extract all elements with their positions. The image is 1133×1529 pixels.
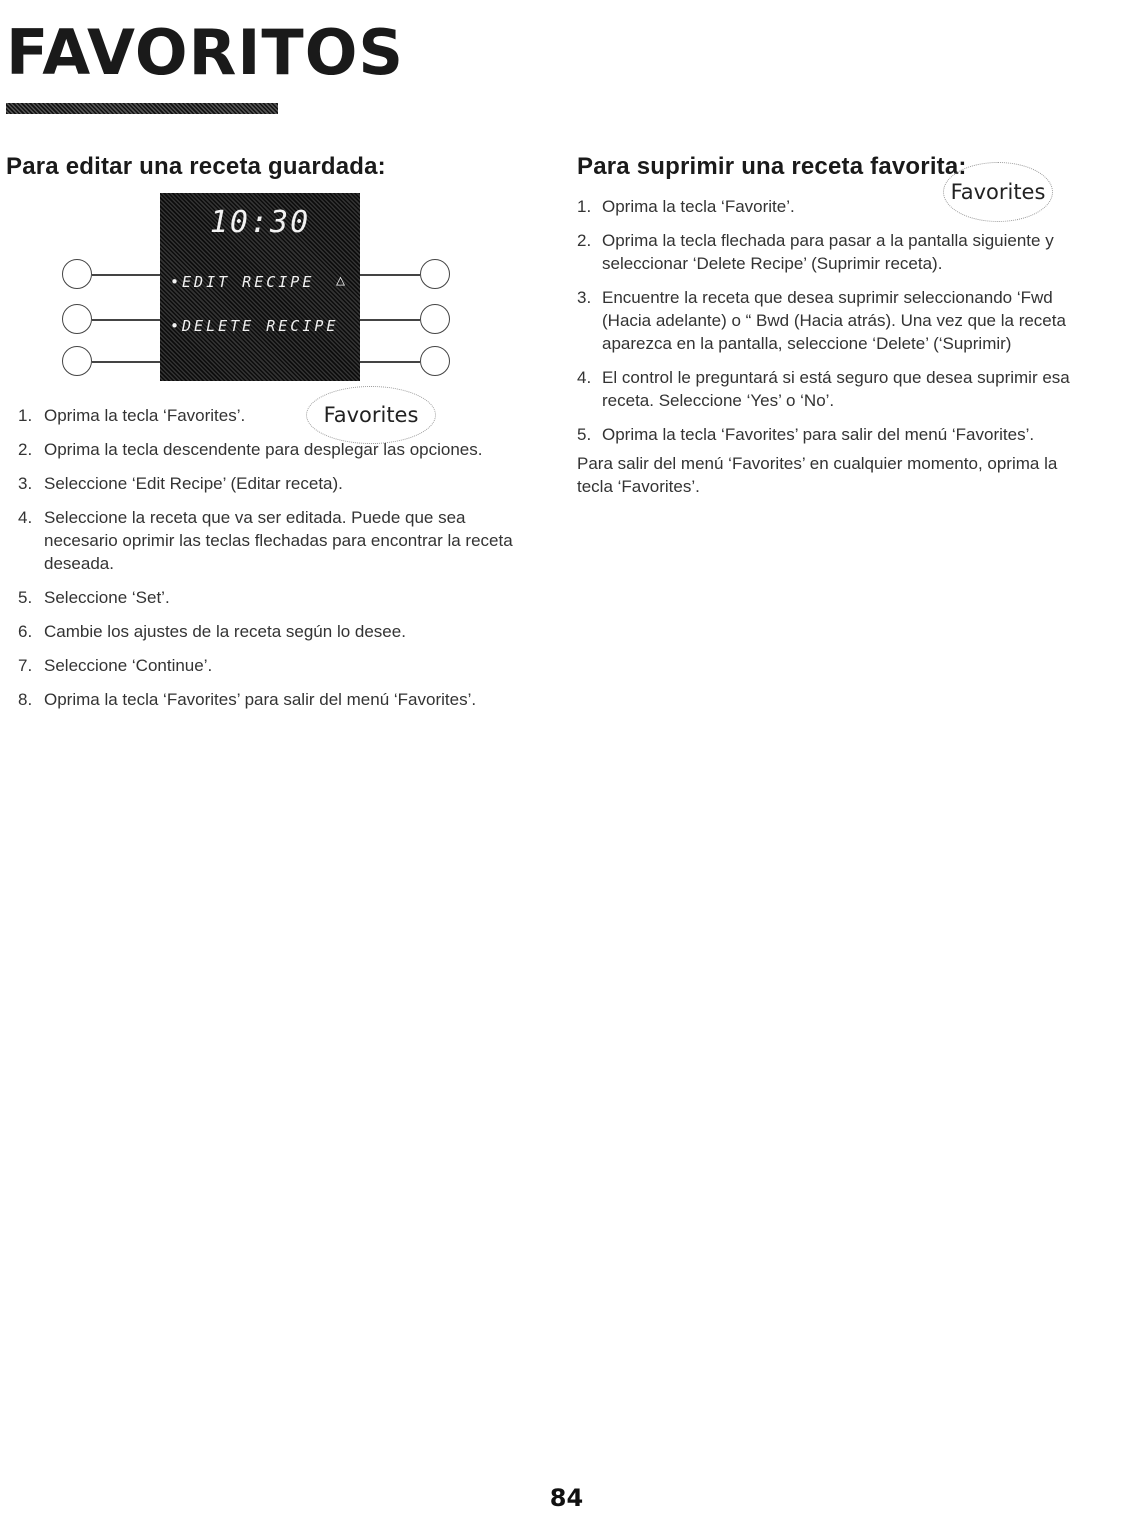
softkey-right-3 <box>420 346 450 376</box>
delete-recipe-steps <box>577 195 1077 457</box>
title-rule <box>6 103 278 114</box>
up-triangle-icon: △ <box>336 271 346 289</box>
list-item: 4. Seleccione la receta que va ser editada. Puede que sea necesario oprimir las teclas flechadas para encontrar la receta deseada. <box>18 508 513 573</box>
display-edit-recipe: •EDIT RECIPE <box>170 273 315 291</box>
connector-left-1 <box>92 274 160 276</box>
favorites-key-icon: Favorites <box>943 162 1053 222</box>
favorites-key-icon: Favorites <box>306 386 436 444</box>
list-item: 5. Oprima la tecla ‘Favorites’ para salir del menú ‘Favorites’. <box>577 425 1035 444</box>
softkey-right-1 <box>420 259 450 289</box>
lcd-display <box>160 193 360 381</box>
list-item: 5. Seleccione ‘Set’. <box>18 588 170 607</box>
edit-recipe-steps <box>18 404 518 722</box>
list-item: 8. Oprima la tecla ‘Favorites’ para salir del menú ‘Favorites’. <box>18 690 477 709</box>
edit-recipe-heading: Para editar una receta guardada: <box>6 153 386 180</box>
list-item: 1. Oprima la tecla ‘Favorites’. <box>18 406 246 425</box>
list-item: 3. Seleccione ‘Edit Recipe’ (Editar receta). <box>18 474 343 493</box>
exit-note: Para salir del menú ‘Favorites’ en cualquier momento, oprima la tecla ‘Favorites’. <box>577 454 1058 496</box>
delete-recipe-heading: Para suprimir una receta favorita: <box>577 153 967 180</box>
list-item: 4. El control le preguntará si está seguro que desea suprimir esa receta. Seleccione ‘Yes’ o ‘No’. <box>577 368 1070 410</box>
softkey-left-2 <box>62 304 92 334</box>
softkey-left-1 <box>62 259 92 289</box>
connector-right-1 <box>360 274 420 276</box>
list-item: 1. Oprima la tecla ‘Favorite’. <box>577 197 795 216</box>
list-item: 2. Oprima la tecla flechada para pasar a la pantalla siguiente y seleccionar ‘Delete Recipe’ (Suprimir receta). <box>577 231 1054 273</box>
list-item: 3. Encuentre la receta que desea suprimir seleccionando ‘Fwd (Hacia adelante) o “ Bwd (Hacia atrás). Una vez que la receta aparezca en la pantalla, seleccione ‘Delete’ (‘Suprimir) <box>577 288 1066 353</box>
list-item: 2. Oprima la tecla descendente para desplegar las opciones. <box>18 440 483 459</box>
connector-right-2 <box>360 319 420 321</box>
display-delete-recipe: •DELETE RECIPE <box>170 317 339 335</box>
softkey-right-2 <box>420 304 450 334</box>
page-title: FAVORITOS <box>6 16 405 89</box>
connector-left-2 <box>92 319 160 321</box>
display-time: 10:30 <box>209 205 311 240</box>
control-panel-illustration <box>60 185 460 385</box>
softkey-left-3 <box>62 346 92 376</box>
connector-right-3 <box>360 361 420 363</box>
list-item: 7. Seleccione ‘Continue’. <box>18 656 213 675</box>
connector-left-3 <box>92 361 160 363</box>
page-number: 84 <box>549 1484 584 1512</box>
list-item: 6. Cambie los ajustes de la receta según lo desee. <box>18 622 406 641</box>
